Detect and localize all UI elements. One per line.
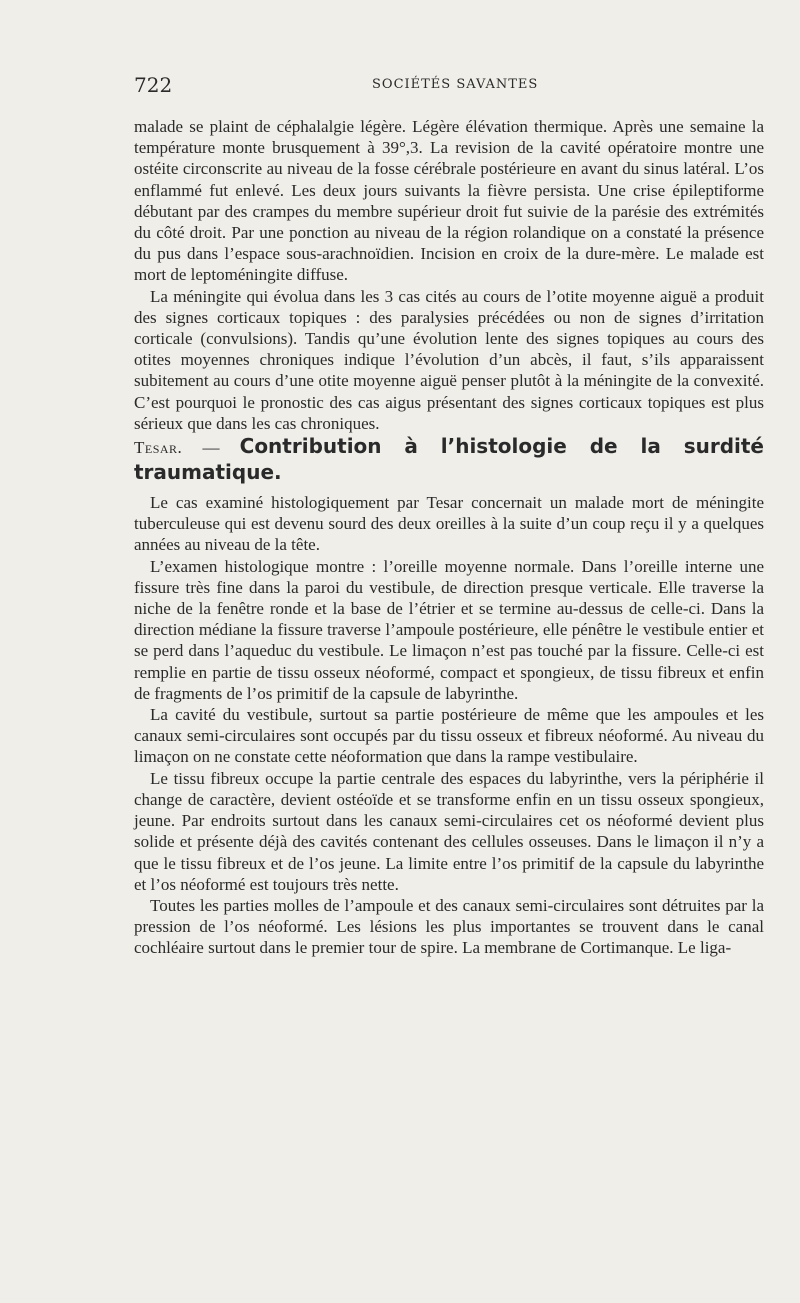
section-dash: — [182,438,240,458]
paragraph-1: malade se plaint de céphalalgie légère. Légère élévation thermique. Après une semaine la température monte brusquement à 39°,3. La revision de la cavité opératoire montre une ostéite circonscrite au niveau de la fosse cérébrale postérieure en avant du sinus latéral. L’os enflammé fut enlevé. Les deux jours suivants la fièvre persista. Une crise épileptiforme débutant par des crampes du membre supérieur droit fut suivie de la parésie des extrémités du côté droit. Par une ponction au niveau de la région rolandique on a constaté la présence du pus dans l’espace sous-arachnoïdien. Incision en croix de la dure-mère. Le malade est mort de leptoméningite diffuse. [134,117,764,285]
section-paragraph-4: Le tissu fibreux occupe la partie centrale des espaces du labyrinthe, vers la périphérie il change de caractère, devient ostéoïde et se transforme enfin en un tissu osseux spongieux, jeune. Par endroits surtout dans les canaux semi-circulaires cet os néoformé devient plus solide et présente déjà des cavités contenant des cellules osseuses. Dans le limaçon il n’y a que le tissu fibreux et de l’os jeune. La limite entre l’os primitif de la capsule du labyrinthe et l’os néoformé est toujours très nette. [134,768,764,894]
paragraph-2: La méningite qui évolua dans les 3 cas cités au cours de l’otite moyenne aiguë a produit des signes corticaux topiques : des paralysies précédées ou non de signes d’irritation corticale (convulsions). Tandis qu’une évolution lente des signes topiques au cours des otites moyennes chroniques indique l’évolution d’un abcès, il faut, s’ils apparaissent subitement au cours d’une otite moyenne aiguë penser plutôt à la méningite de la convexité. C’est pourquoi le pronostic des cas aigus présentant des signes corticaux topiques est plus sérieux que dans les cas chroniques. [134,286,764,433]
section-heading [134,434,764,486]
section-paragraph-5: Toutes les parties molles de l’ampoule et des canaux semi-circulaires sont détruites par la pression de l’os néoformé. Les lésions les plus importantes se trouvent dans le canal cochléaire surtout dans le premier tour de spire. La membrane de Cortimanque. Le liga- [134,895,764,958]
page-number: 722 [134,73,173,97]
section-title: Contribution à l’histologie de la surdité traumatique. [134,434,764,485]
running-head: SOCIÉTÉS SAVANTES [372,77,539,92]
section-paragraph-1: Le cas examiné histologiquement par Tesar concernait un malade mort de méningite tuberculeuse qui est devenu sourd des deux oreilles à la suite d’un coup reçu il y a quelques années au niveau de la tête. [134,493,764,555]
section-paragraph-2: L’examen histologique montre : l’oreille moyenne normale. Dans l’oreille interne une fissure très fine dans la paroi du vestibule, de direction presque verticale. Elle traverse la niche de la fenêtre ronde et la base de l’étrier et se termine au-dessus de celle-ci. Dans la direction médiane la fissure traverse l’ampoule postérieure, elle pénêtre le vestibule entier et se perd dans l’aqueduc du vestibule. Le limaçon n’est pas touché par la fissure. Celle-ci est remplie en partie de tissu osseux néoformé, compact et spongieux, de tissu fibreux et enfin de fragments de l’os primitif de la capsule de labyrinthe. [134,556,764,703]
page-header [134,70,764,100]
section-paragraph-3: La cavité du vestibule, surtout sa partie postérieure de même que les ampoules et les canaux semi-circulaires sont occupés par du tissu osseux et fibreux néoformé. Au niveau du limaçon on ne constate cette néoformation que dans la rampe vestibulaire. [134,705,764,767]
section-author: Tesar. [134,438,183,458]
body-text [134,116,764,959]
